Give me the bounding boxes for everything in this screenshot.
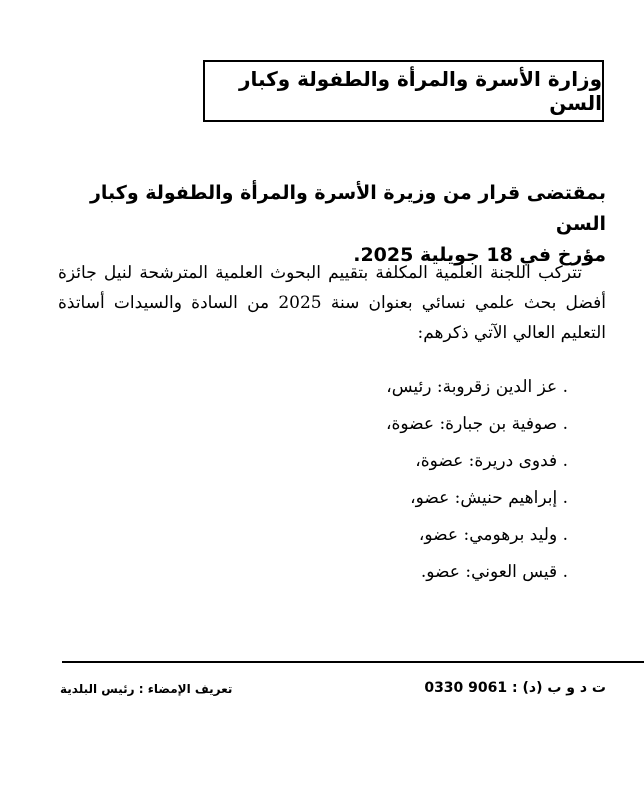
decree-line-1: بمقتضى قرار من وزيرة الأسرة والمرأة والطفولة وكبار السن [89, 182, 606, 235]
footer-divider [62, 661, 644, 663]
member-item: . فدوى دريرة: عضوة، [415, 451, 568, 471]
member-item: . صوفية بن جبارة: عضوة، [385, 414, 568, 434]
ministry-title-box [203, 60, 604, 122]
footer-signature-label: تعريف الإمضاء : رئيس البلدية [60, 682, 233, 696]
footer-reference [370, 680, 606, 696]
footer-reference-number: 0330 9061 [424, 680, 508, 696]
member-item: . عز الدين زقروبة: رئيس، [386, 377, 568, 397]
intro-paragraph: تتركب اللجنة العلمية المكلفة بتقييم البحوث العلمية المترشحة لنيل جائزة أفضل بحث علمي نسائي بعنوان سنة 2025 من السادة والسيدات أساتذة التعليم العالي الآتي ذكرهم: [58, 263, 606, 343]
committee-members-list [60, 372, 568, 594]
footer-reference-label: ت د و ب (د) : [512, 680, 606, 696]
member-item: . قيس العوني: عضو. [420, 562, 568, 582]
member-item: . إبراهيم حنيش: عضو، [410, 488, 568, 508]
ministry-title: وزارة الأسرة والمرأة والطفولة وكبار السن [238, 67, 602, 115]
decree-line-2: مؤرخ في 18 جويلية 2025. [353, 244, 606, 266]
member-item: . وليد برهومي: عضو، [418, 525, 568, 545]
